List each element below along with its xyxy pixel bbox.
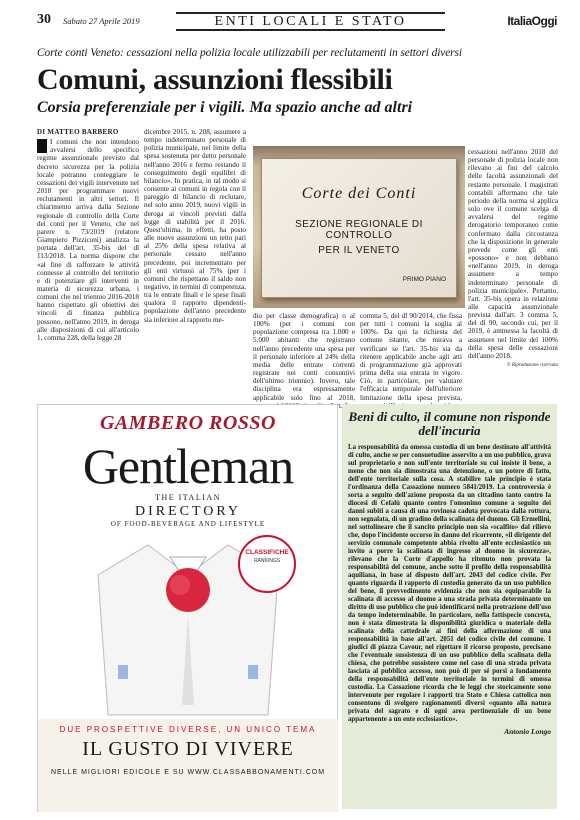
badge-title: CLASSIFICHE [245, 549, 289, 556]
column-3-text: dio per classe demografica) o al 100% (per i comuni con popolazione compresa tra 1.000 e 5.000 abitanti che registrano nell'anno precedente una spesa per il personale inferiore al 24% della media delle entrate correnti registrate nei conti consuntivi dell'ultimo triennio). Invero, tale disciplina era espressamente applicabile solo fino al 2018, [253, 312, 355, 402]
article-column-2 [144, 128, 246, 398]
column-4-text: comma 5, del dl 90/2014, che fissa per tutti i comuni la soglia al 100%. Da qui la richiesta del comune istante, che mirava a verificare se l'art. 35-bis sia da ritenere applicabile anche agli atti di programmazione già approvati prima della sua entrata in vigore. Ciò, in particolare, per valutare l'efficacia temporale dell'ulteriore limitazione della spesa prevista, [360, 312, 462, 402]
article-column-5 [468, 148, 558, 400]
sidebar-body: La responsabilità da omessa custodia di un bene destinato all'attività di culto, anche se per consuetudine asservito a un uso pubblico, grava sul proprietario e non sull'ente territoriale su cui insiste il bene, a meno che non sia dimostrata una detenzione, o un potere di fatto, dell'ente territoriale sulla cosa. A stabilire tale principio è stata l'ordinanza della Cassazione numero 5841/2019. La controversia è sorta a seguito dell'azione proposta da un cittadino tanto contro la diocesi di Cefalù quanto contro l'omonimo comune a seguito dei danni subiti a causa di una rovinosa caduta provocata dalla rottura, non segnalata, di un gradino della scalinata del duomo. Gli Ermellini, nel sottolineare che il sancito principio non sia «scalfito» dal rilievo che, dopo l'incidente occorso in danno del ricorrente, «il dirigente del servizio comunale competente abbia rivolto all'ente ecclesiastico un invito a porre la scalinata di ingresso al duomo in sicurezza», rilevano che la Corte d'appello ha ritenuto non provata la responsabilità del comune, anche sotto il profilo della responsabilità aquiliana, in base al disposto dell'art. 2043 del codice civile. Per quanto riguarda il rapporto di custodia generato da un uso pubblico del bene, il provvedimento evidenzia che non sia equiparabile la scalinata di accesso al duomo a una strada privata determinante un diritto di uso pubblico che può identificarsi nella protrazione dell'uso da tempo indeterminabile. In particolare, nella fattispecie concreta, non è stata dimostrata la disponibilità giuridica o materiale della scalinata della cattedrale ai fini della affermazione di una responsabilità in base all'art. 2051 del codice civile del comune. I giudici di piazza Cavour, nel rigettare il ricorso proposto, precisano che l'eventuale sussistenza di un uso pubblico della scalinata della chiesa, che potrebbe sussistere come nel caso di una strada privata lasciata al pubblico accesso, non può di per sé porsi a fondamento della responsabilità dell'ente territoriale in termini di omessa custodia. La Cassazione ricorda che le leggi che storicamente sono intervenute per regolare i rapporti tra Stato e Chiesa cattolica non consentono di svolgere ragionamenti diversi «quanto alla natura privata del sagrato e di ogni area pertinenziale di un bene appartenente a un ente ecclesiastico». [348, 444, 551, 723]
badge-subtitle: RANKINGS [253, 558, 281, 564]
rankings-badge [238, 535, 296, 593]
gambero-rosso-ad[interactable] [37, 404, 338, 812]
ad-food-line: OF FOOD-BEVERAGE AND LIFESTYLE [110, 520, 266, 528]
ad-footer: NELLE MIGLIORI EDICOLE E SU WWW.CLASSABBONAMENTI.COM [50, 769, 326, 776]
issue-date: Sabato 27 Aprile 2019 [63, 16, 140, 26]
column-2-text: dicembre 2015, n. 208, assumere a tempo indeterminato personale di polizia municipale, nel limite della spesa sostenuta per detto personale nell'anno 2016 e fermo restando il conseguimento degli equilibri di bilancio». In pratica, in tal modo si consente ai comuni in regola con il pareggio di bilancio di reclutare, nel solo anno 2019, nuovi vigili in deroga ai vincoli previsti dalla legge di stabilità per il 2016. Quest'ultima, in effetti, ha posto alle nuove assunzioni un tetto pari al 25% della spesa relativa al personale cessato nell'anno precedente, poi incrementato per gli enti virtuosi al 75% (per i comuni che rispettano il saldo non negativo, in termini di competenza, tra le entrate finali e le spese finali qualora il rapporto dipendenti-popolazione dell'anno precedente sia inferiore al rapporto me- [144, 128, 246, 324]
article-subtitle: Corsia preferenziale per i vigili. Ma spazio anche ad altri [37, 99, 413, 116]
plaque-line-1: Corte dei Conti [301, 185, 417, 202]
ad-the-italian: THE ITALIAN [155, 493, 221, 502]
sidebar-box [342, 404, 557, 809]
sidebar-title: Beni di culto, il comune non risponde dell'incuria [348, 409, 551, 438]
byline: DI MATTEO BARBERO [37, 128, 119, 136]
ad-headline: IL GUSTO DI VIVERE [82, 738, 294, 760]
page-header [37, 12, 557, 32]
sidebar-author: Antonio Longo [504, 727, 551, 736]
drop-cap [37, 139, 47, 153]
plaque-line-4: PRIMO PIANO [402, 276, 446, 283]
article-title: Comuni, assunzioni flessibili [37, 63, 393, 96]
section-title: ENTI LOCALI E STATO [176, 12, 445, 31]
plaque [261, 158, 457, 298]
article-column-1 [37, 128, 139, 398]
newspaper-logo: ItaliaOggi [507, 14, 557, 28]
ad-title: Gentleman [82, 438, 294, 494]
column-1-text: I comuni che non intendono avvalersi dello specifico regime assunzionale previsto dal decreto sicurezza per la polizia locale potranno conteggiare le cessazioni dei vigili intervenute nel 2018 per programmare nuovi reclutamenti in altri settori. Il chiarimento arriva dalla Sezione regionale di controllo della Corte dei conti per il Veneto, che nel parere n. 73/2019 (relatore Giampiero Pizziconi) analizza la portata dell'art. 35-bis del dl 113/2018. La norma dispone che «al fine di rafforzare le attività connesse al controllo del territorio e di potenziare gli interventi in materia di sicurezza urbana, i comuni che nel triennio 2016-2018 hanno rispettato gli obiettivi dei vincoli di finanza pubblica possono, nell'anno 2019, in deroga alle disposizioni di cui all'articolo 1, comma 228, della legge 28 [37, 138, 139, 342]
article-column-3 [253, 312, 355, 402]
plaque-line-3: PER IL VENETO [318, 245, 400, 256]
ad-tagline: DUE PROSPETTIVE DIVERSE, UN UNICO TEMA [59, 725, 317, 734]
plaque-line-2: SEZIONE REGIONALE DI CONTROLLO [295, 219, 423, 241]
ad-brand: GAMBERO ROSSO [99, 412, 276, 434]
reproduction-note: © Riproduzione riservata [506, 363, 558, 369]
column-5-text: cessazioni nell'anno 2018 del personale di polizia locale non rilevano ai fini del calcolo delle facoltà assunzionali del restante personale. I magistrati contabili affermano che tale periodo della norma si applica solo ove il comune scelga di avvalersi del regime derogatorio temporaneo come confermato dalla circostanza che la disposizione in generale prevede come gli enti «possono» e non debbano «nell'anno 2019, in deroga assumere a tempo indeterminato personale di polizia municipale». Pertanto, l'art. 35-bis opera in relazione alle capacità assunzionale prevista dall'art. 3 comma 5, del dl 90, secondo cui, per il 2019, è ammessa la facoltà di assumere nel limite del 100% della spesa delle cessazioni dell'anno 2018. [468, 148, 558, 360]
corte-dei-conti-photo [253, 146, 465, 308]
page-number: 30 [37, 12, 51, 27]
article-kicker: Corte conti Veneto: cessazioni nella polizia locale utilizzabili per reclutamenti in settori diversi [37, 47, 462, 59]
article-column-4 [360, 312, 462, 402]
ad-directory: DIRECTORY [134, 504, 242, 519]
